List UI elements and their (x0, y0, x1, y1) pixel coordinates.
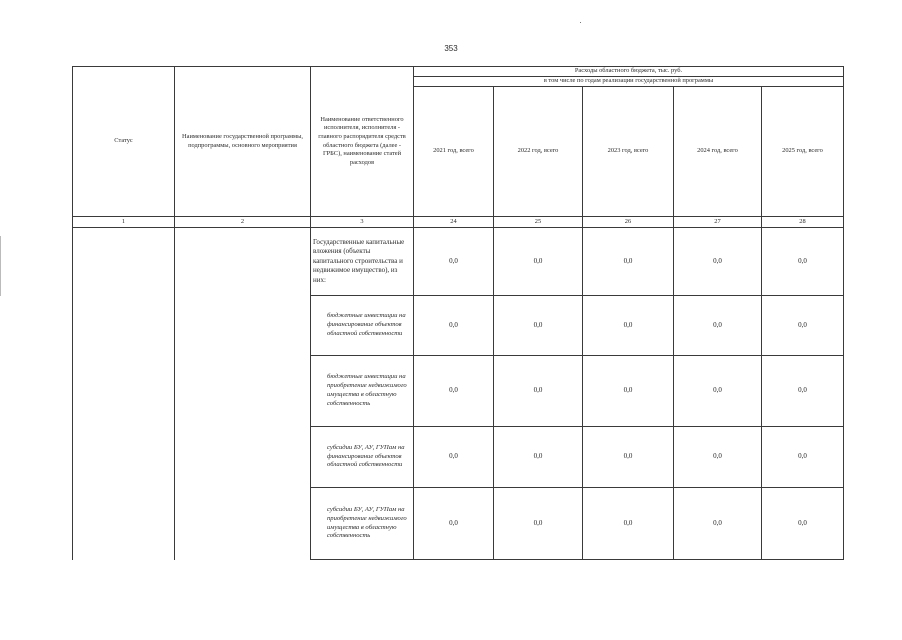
column-number: 27 (674, 217, 762, 228)
row-value: 0,0 (583, 488, 674, 560)
column-number: 28 (762, 217, 844, 228)
row-value: 0,0 (674, 356, 762, 427)
row-value: 0,0 (762, 296, 844, 356)
row-label: субсидии БУ, АУ, ГУПам на финансирование объектов областной собственности (311, 427, 414, 488)
header-year: 2025 год, всего (762, 87, 844, 217)
row-value: 0,0 (494, 228, 583, 296)
header-year: 2021 год, всего (414, 87, 494, 217)
row-value: 0,0 (414, 356, 494, 427)
row-value: 0,0 (494, 356, 583, 427)
program-name-cell (175, 228, 311, 560)
row-value: 0,0 (414, 296, 494, 356)
row-label: субсидии БУ, АУ, ГУПам на приобретение недвижимого имущества в областную собственность (311, 488, 414, 560)
row-value: 0,0 (674, 228, 762, 296)
budget-table (72, 66, 844, 560)
header-by-years: в том числе по годам реализации государственной программы (414, 77, 844, 87)
row-value: 0,0 (674, 296, 762, 356)
header-status: Статус (73, 67, 175, 217)
column-number: 26 (583, 217, 674, 228)
header-year: 2023 год, всего (583, 87, 674, 217)
row-value: 0,0 (583, 427, 674, 488)
page-number: 353 (444, 44, 458, 53)
status-cell (73, 228, 175, 560)
column-number: 2 (175, 217, 311, 228)
header-executor: Наименование ответственного исполнителя, исполнителя - главного распорядителя средств областного бюджета (далее - ГРБС), наименование статей расходов (311, 67, 414, 217)
scan-speck (580, 22, 581, 23)
row-value: 0,0 (762, 356, 844, 427)
column-number: 24 (414, 217, 494, 228)
header-year: 2024 год, всего (674, 87, 762, 217)
column-number: 3 (311, 217, 414, 228)
row-value: 0,0 (583, 228, 674, 296)
header-program-name: Наименование государственной программы, подпрограммы, основного мероприятия (175, 67, 311, 217)
row-value: 0,0 (494, 427, 583, 488)
header-expenses: Расходы областного бюджета, тыс. руб. (414, 67, 844, 77)
row-value: 0,0 (674, 488, 762, 560)
row-value: 0,0 (494, 488, 583, 560)
row-value: 0,0 (674, 427, 762, 488)
row-value: 0,0 (762, 427, 844, 488)
row-value: 0,0 (583, 356, 674, 427)
table-row (73, 228, 844, 296)
row-value: 0,0 (414, 427, 494, 488)
row-value: 0,0 (762, 228, 844, 296)
row-label: бюджетные инвестиции на приобретение недвижимого имущества в областную собственность (311, 356, 414, 427)
scan-edge-mark (0, 236, 1, 296)
column-number: 25 (494, 217, 583, 228)
row-value: 0,0 (414, 488, 494, 560)
row-value: 0,0 (762, 488, 844, 560)
row-label: бюджетные инвестиции на финансирование объектов областной собственности (311, 296, 414, 356)
row-value: 0,0 (583, 296, 674, 356)
row-label: Государственные капитальные вложения (объекты капитального строительства и недвижимое имущество), из них: (311, 228, 414, 296)
header-year: 2022 год, всего (494, 87, 583, 217)
row-value: 0,0 (414, 228, 494, 296)
row-value: 0,0 (494, 296, 583, 356)
column-number: 1 (73, 217, 175, 228)
